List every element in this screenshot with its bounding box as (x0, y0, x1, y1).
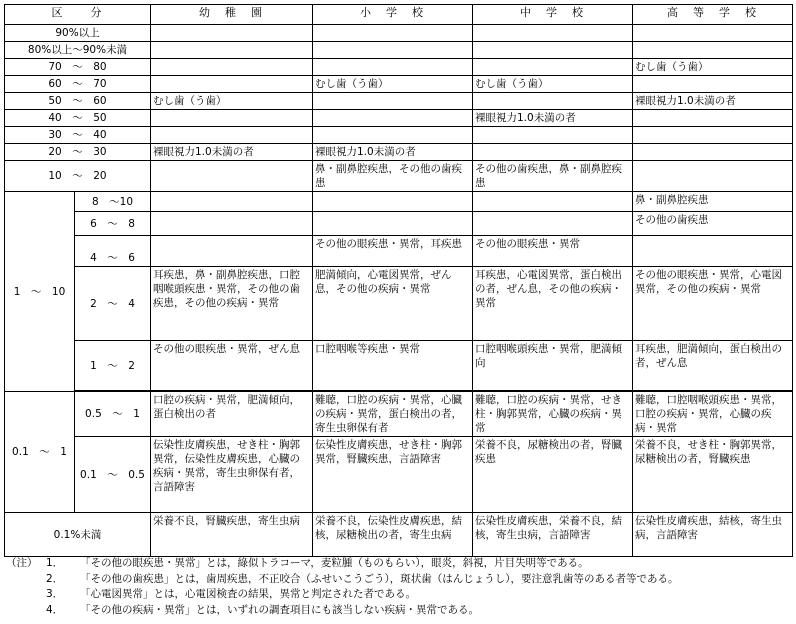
cell-kindergarten (151, 76, 313, 93)
footnote-number: 2． (46, 572, 64, 585)
cell-kindergarten: 裸眼視力1.0未満の者 (151, 144, 313, 161)
cell-elementary: 鼻・副鼻腔疾患，その他の歯疾患 (313, 161, 473, 192)
cell-kindergarten (151, 42, 313, 59)
cell-junior-high (473, 59, 633, 76)
header-category: 区 分 (5, 5, 151, 25)
row-label: 70 ～ 80 (5, 59, 151, 76)
cell-junior-high: 栄養不良，尿糖検出の者，腎臓疾患 (473, 437, 633, 513)
cell-elementary: むし歯（う歯） (313, 76, 473, 93)
cell-elementary: 伝染性皮膚疾患，せき柱・胸郭異常，腎臓疾患，言語障害 (313, 437, 473, 513)
cell-junior-high (473, 127, 633, 144)
cell-kindergarten (151, 59, 313, 76)
cell-high-school: その他の歯疾患 (633, 212, 793, 236)
cell-high-school: その他の眼疾患・異常，心電図異常，その他の疾病・異常 (633, 267, 793, 341)
cell-junior-high: むし歯（う歯） (473, 76, 633, 93)
cell-kindergarten (151, 161, 313, 192)
cell-kindergarten (151, 127, 313, 144)
cell-kindergarten (151, 110, 313, 127)
row-label: 8 ～10 (75, 192, 151, 212)
row-label: 4 ～ 6 (75, 236, 151, 267)
cell-elementary: 裸眼視力1.0未満の者 (313, 144, 473, 161)
header-junior-high: 中 学 校 (473, 5, 633, 25)
cell-high-school (633, 110, 793, 127)
cell-elementary (313, 192, 473, 212)
row-label: 80%以上～90%未満 (5, 42, 151, 59)
cell-junior-high: 耳疾患，心電図異常，蛋白検出の者，ぜん息，その他の疾病・異常 (473, 267, 633, 341)
cell-high-school: 伝染性皮膚疾患，結核，寄生虫病，言語障害 (633, 513, 793, 557)
footnote-text: 「その他の眼疾患・異常」とは，綠似トラコーマ，麦粒腫（ものもらい），眼炎，斜視，片目失明等である。 (80, 557, 589, 569)
cell-elementary: その他の眼疾患・異常，耳疾患 (313, 236, 473, 267)
cell-kindergarten: 耳疾患，鼻・副鼻腔疾患，口腔咽喉頭疾患・異常，その他の歯疾患，その他の疾病・異常 (151, 267, 313, 341)
cell-elementary (313, 25, 473, 42)
row-label: 30 ～ 40 (5, 127, 151, 144)
cell-high-school (633, 127, 793, 144)
cell-elementary (313, 59, 473, 76)
footnote-text: 「その他の歯疾患」とは，歯周疾患，不正咬合（ふせいこうごう），斑状歯（はんじょうし），要注意乳歯等のある者等である。 (80, 572, 679, 585)
cell-high-school: むし歯（う歯） (633, 59, 793, 76)
row-label: 40 ～ 50 (5, 110, 151, 127)
cell-junior-high (473, 212, 633, 236)
cell-elementary (313, 127, 473, 144)
cell-elementary (313, 110, 473, 127)
footnote-text: 「心電図異常」とは，心電図検査の結果，異常と判定された者である。 (80, 588, 416, 600)
cell-kindergarten: その他の眼疾患・異常，ぜん息 (151, 341, 313, 391)
cell-kindergarten: 伝染性皮膚疾患，せき柱・胸郭異常，伝染性皮膚疾患，心臓の疾病・異常，寄生虫卵保有者，言語障害 (151, 437, 313, 513)
header-elementary: 小 学 校 (313, 5, 473, 25)
row-label: 90%以上 (5, 25, 151, 42)
footnote (6, 603, 792, 619)
cell-elementary: 栄養不良，伝染性皮膚疾患，結核，尿糖検出の者，寄生虫病 (313, 513, 473, 557)
header-kindergarten: 幼 稚 園 (151, 5, 313, 25)
footnote (6, 572, 792, 588)
cell-high-school: 栄養不良，せき柱・胸郭異常，尿糖検出の者，腎臓疾患 (633, 437, 793, 513)
cell-elementary: 肥満傾向，心電図異常，ぜん息，その他の疾病・異常 (313, 267, 473, 341)
cell-junior-high (473, 42, 633, 59)
cell-high-school: 鼻・副鼻腔疾患 (633, 192, 793, 212)
cell-high-school (633, 76, 793, 93)
cell-high-school (633, 42, 793, 59)
cell-high-school: 耳疾患，肥満傾向，蛋白検出の者，ぜん息 (633, 341, 793, 391)
row-label: 0.1%未満 (5, 513, 151, 557)
cell-junior-high (473, 25, 633, 42)
footnote-text: 「その他の疾病・異常」とは，いずれの調査項目にも該当しない疾病・異常である。 (80, 603, 479, 616)
footnote-prefix: （注） (6, 557, 38, 569)
row-label: 0.1 ～ 0.5 (75, 437, 151, 513)
cell-elementary (313, 212, 473, 236)
cell-high-school (633, 25, 793, 42)
footnote (6, 587, 792, 603)
footnote-number: 1． (46, 557, 64, 569)
prevalence-table (4, 4, 793, 557)
cell-kindergarten (151, 192, 313, 212)
cell-kindergarten (151, 25, 313, 42)
row-label: 60 ～ 70 (5, 76, 151, 93)
cell-junior-high: 口腔咽喉頭疾患・異常，肥満傾向 (473, 341, 633, 391)
cell-high-school: 裸眼視力1.0未満の者 (633, 93, 793, 110)
group-label-1-10: 1 ～ 10 (5, 192, 75, 392)
cell-kindergarten (151, 212, 313, 236)
row-label: 20 ～ 30 (5, 144, 151, 161)
row-label: 50 ～ 60 (5, 93, 151, 110)
cell-high-school (633, 236, 793, 267)
cell-high-school: 難聴，口腔咽喉頭疾患・異常，口腔の疾病・異常，心臓の疾病・異常 (633, 392, 793, 437)
cell-kindergarten (151, 236, 313, 267)
cell-junior-high (473, 144, 633, 161)
header-high-school: 高 等 学 校 (633, 5, 793, 25)
cell-high-school (633, 144, 793, 161)
cell-junior-high: その他の眼疾患・異常 (473, 236, 633, 267)
group-label-0-1-1: 0.1 ～ 1 (5, 392, 75, 513)
cell-junior-high: 難聴，口腔の疾病・異常，せき柱・胸郭異常，心臓の疾病・異常 (473, 392, 633, 437)
cell-junior-high (473, 93, 633, 110)
cell-elementary (313, 42, 473, 59)
row-label: 2 ～ 4 (75, 267, 151, 341)
row-label: 6 ～ 8 (75, 212, 151, 236)
cell-kindergarten: 口腔の疾病・異常，肥満傾向，蛋白検出の者 (151, 392, 313, 437)
footnote-number: 3． (46, 588, 64, 600)
footnote (6, 556, 792, 572)
cell-elementary: 口腔咽喉等疾患・異常 (313, 341, 473, 391)
cell-high-school (633, 161, 793, 192)
cell-elementary (313, 93, 473, 110)
cell-junior-high: その他の歯疾患，鼻・副鼻腔疾患 (473, 161, 633, 192)
cell-junior-high: 伝染性皮膚疾患，栄養不良，結核，寄生虫病，言語障害 (473, 513, 633, 557)
footnotes (6, 556, 792, 618)
row-label: 10 ～ 20 (5, 161, 151, 192)
footnote-number: 4． (46, 603, 64, 616)
row-label: 1 ～ 2 (75, 341, 151, 391)
cell-kindergarten: むし歯（う歯） (151, 93, 313, 110)
cell-junior-high: 裸眼視力1.0未満の者 (473, 110, 633, 127)
cell-kindergarten: 栄養不良，腎臓疾患，寄生虫病 (151, 513, 313, 557)
cell-junior-high (473, 192, 633, 212)
row-label: 0.5 ～ 1 (75, 392, 151, 437)
cell-elementary: 難聴，口腔の疾病・異常，心臓の疾病・異常，蛋白検出の者，寄生虫卵保有者 (313, 392, 473, 437)
